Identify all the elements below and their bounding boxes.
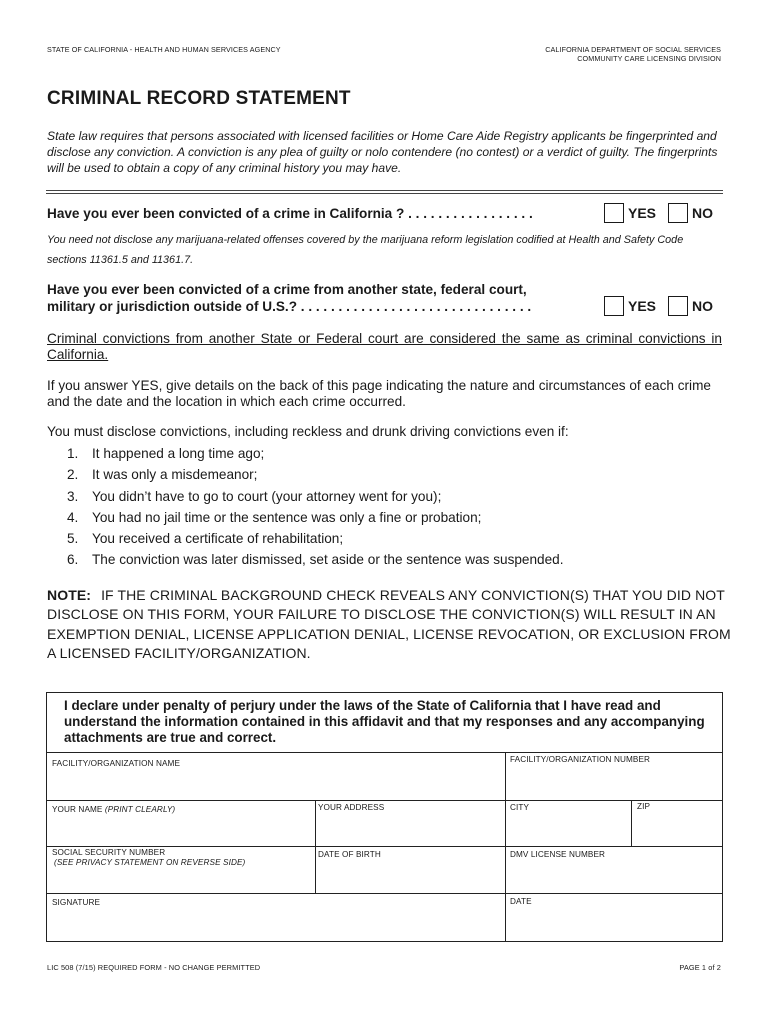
marijuana-note-line2: sections 11361.5 and 11361.7.: [47, 254, 194, 266]
divider-bottom: [46, 193, 723, 194]
agency-header: STATE OF CALIFORNIA - HEALTH AND HUMAN SERVICES AGENCY: [47, 45, 281, 54]
q1-no-checkbox[interactable]: [668, 203, 688, 223]
list-number: 5.: [67, 531, 79, 547]
if-yes-text: If you answer YES, give details on the back of this page indicating the nature and circumstances of each crime and the date and the location in which each crime occurred.: [47, 378, 711, 409]
city-label: CITY: [510, 803, 530, 812]
disclosure-list: [67, 443, 564, 571]
divider-top: [46, 190, 723, 191]
note-label: NOTE:: [47, 587, 92, 603]
q2-yes-checkbox[interactable]: [604, 296, 624, 316]
question-outside-ca-line2: military or jurisdiction outside of U.S.? . . . . . . . . . . . . . . . . . . . . . . . . . . . . . . .: [47, 299, 532, 314]
q1-yes-label: YES: [628, 205, 657, 221]
list-item: [67, 486, 564, 507]
question-california: Have you ever been convicted of a crime in California ? . . . . . . . . . . . . . . . . .: [47, 206, 533, 221]
department-name: CALIFORNIA DEPARTMENT OF SOCIAL SERVICES: [545, 45, 721, 54]
your-name-hint: (PRINT CLEARLY): [104, 805, 176, 814]
list-text: The conviction was later dismissed, set aside or the sentence was suspended.: [92, 552, 564, 568]
page-number: PAGE 1 of 2: [679, 963, 721, 972]
note-block: [47, 586, 737, 663]
your-name-label: [52, 805, 175, 815]
dmv-license-label: DMV LICENSE NUMBER: [510, 850, 606, 859]
list-item: [67, 549, 564, 570]
division-name: COMMUNITY CARE LICENSING DIVISION: [577, 54, 721, 63]
question-outside-ca-line1: Have you ever been convicted of a crime from another state, federal court,: [47, 282, 527, 297]
dmv-license-field[interactable]: [506, 847, 722, 892]
facility-number-field[interactable]: [506, 753, 722, 799]
list-item: [67, 507, 564, 528]
q2-yes-option: [604, 296, 656, 316]
signature-field[interactable]: [47, 894, 504, 941]
zip-field[interactable]: [632, 801, 722, 845]
date-of-birth-label: DATE OF BIRTH: [318, 850, 381, 859]
your-name-label-text: YOUR NAME: [52, 805, 103, 814]
q2-no-option: [668, 296, 713, 316]
date-of-birth-field[interactable]: [316, 847, 504, 892]
your-name-field[interactable]: [47, 801, 314, 845]
list-number: 4.: [67, 509, 79, 525]
list-item: [67, 528, 564, 549]
list-text: It happened a long time ago;: [92, 446, 265, 461]
q2-no-checkbox[interactable]: [668, 296, 688, 316]
city-field[interactable]: [506, 801, 630, 845]
q1-yes-option: [604, 203, 656, 223]
facility-number-label: FACILITY/ORGANIZATION NUMBER: [510, 755, 651, 764]
marijuana-note-line1: You need not disclose any marijuana-related offenses covered by the marijuana reform legislation codified at Health and Safety Code: [47, 234, 684, 246]
marijuana-note: [47, 230, 737, 270]
list-number: 1.: [67, 446, 79, 461]
ssn-field[interactable]: [47, 847, 314, 892]
your-address-field[interactable]: [316, 801, 504, 845]
department-header: [545, 45, 721, 63]
date-label: DATE: [510, 897, 532, 906]
must-disclose-text: You must disclose convictions, including reckless and drunk driving convictions even if:: [47, 424, 569, 439]
form-id-footer: LIC 508 (7/15) REQUIRED FORM - NO CHANGE PERMITTED: [47, 963, 261, 972]
ssn-label: [52, 848, 245, 868]
same-as-california-text: Criminal convictions from another State or Federal court are considered the same as criminal convictions in California.: [47, 331, 722, 362]
list-number: 6.: [67, 552, 79, 568]
list-item: [67, 443, 564, 464]
date-field[interactable]: [506, 894, 722, 941]
list-number: 2.: [67, 467, 79, 483]
intro-text: State law requires that persons associated with licensed facilities or Home Care Aide Registry applicants be fingerprinted and disclose any conviction. A conviction is any plea of guilty or nolo contendere (no contest) or a verdict of guilty. The fingerprints will be used to obtain a copy of any criminal history you may have.: [47, 129, 718, 175]
facility-name-field[interactable]: [47, 753, 504, 799]
list-number: 3.: [67, 488, 79, 504]
list-text: You received a certificate of rehabilitation;: [92, 531, 344, 547]
facility-name-label: FACILITY/ORGANIZATION NAME: [52, 759, 181, 768]
list-text: It was only a misdemeanor;: [92, 467, 258, 483]
q1-yes-checkbox[interactable]: [604, 203, 624, 223]
signature-label: SIGNATURE: [52, 898, 101, 907]
q2-no-label: NO: [692, 298, 713, 314]
list-text: You had no jail time or the sentence was only a fine or probation;: [92, 509, 482, 525]
list-item: [67, 464, 564, 485]
ssn-label-text: SOCIAL SECURITY NUMBER: [52, 848, 166, 857]
note-text: IF THE CRIMINAL BACKGROUND CHECK REVEALS ANY CONVICTION(S) THAT YOU DID NOT DISCLOSE ON THIS FORM, YOUR FAILURE TO DISCLOSE THE CONVICTION(S) WILL RESULT IN AN EXEMPTION DENIAL, LICENSE APPLICATION DENIAL, LICENSE REVOCATION, OR EXCLUSION FROM A LICENSED FACILITY/ORGANIZATION.: [47, 587, 731, 661]
q2-yes-label: YES: [628, 298, 657, 314]
declaration-text: I declare under penalty of perjury under the laws of the State of California that I have read and understand the information contained in this affidavit and that my responses and any accompanying attachments are true and correct.: [64, 698, 705, 745]
ssn-hint: (SEE PRIVACY STATEMENT ON REVERSE SIDE): [54, 858, 246, 867]
your-address-label: YOUR ADDRESS: [318, 803, 385, 812]
q1-no-option: [668, 203, 713, 223]
zip-label: ZIP: [637, 802, 651, 811]
page-title: CRIMINAL RECORD STATEMENT: [47, 88, 351, 109]
list-text: You didn’t have to go to court (your attorney went for you);: [92, 488, 442, 504]
q1-no-label: NO: [692, 205, 713, 221]
